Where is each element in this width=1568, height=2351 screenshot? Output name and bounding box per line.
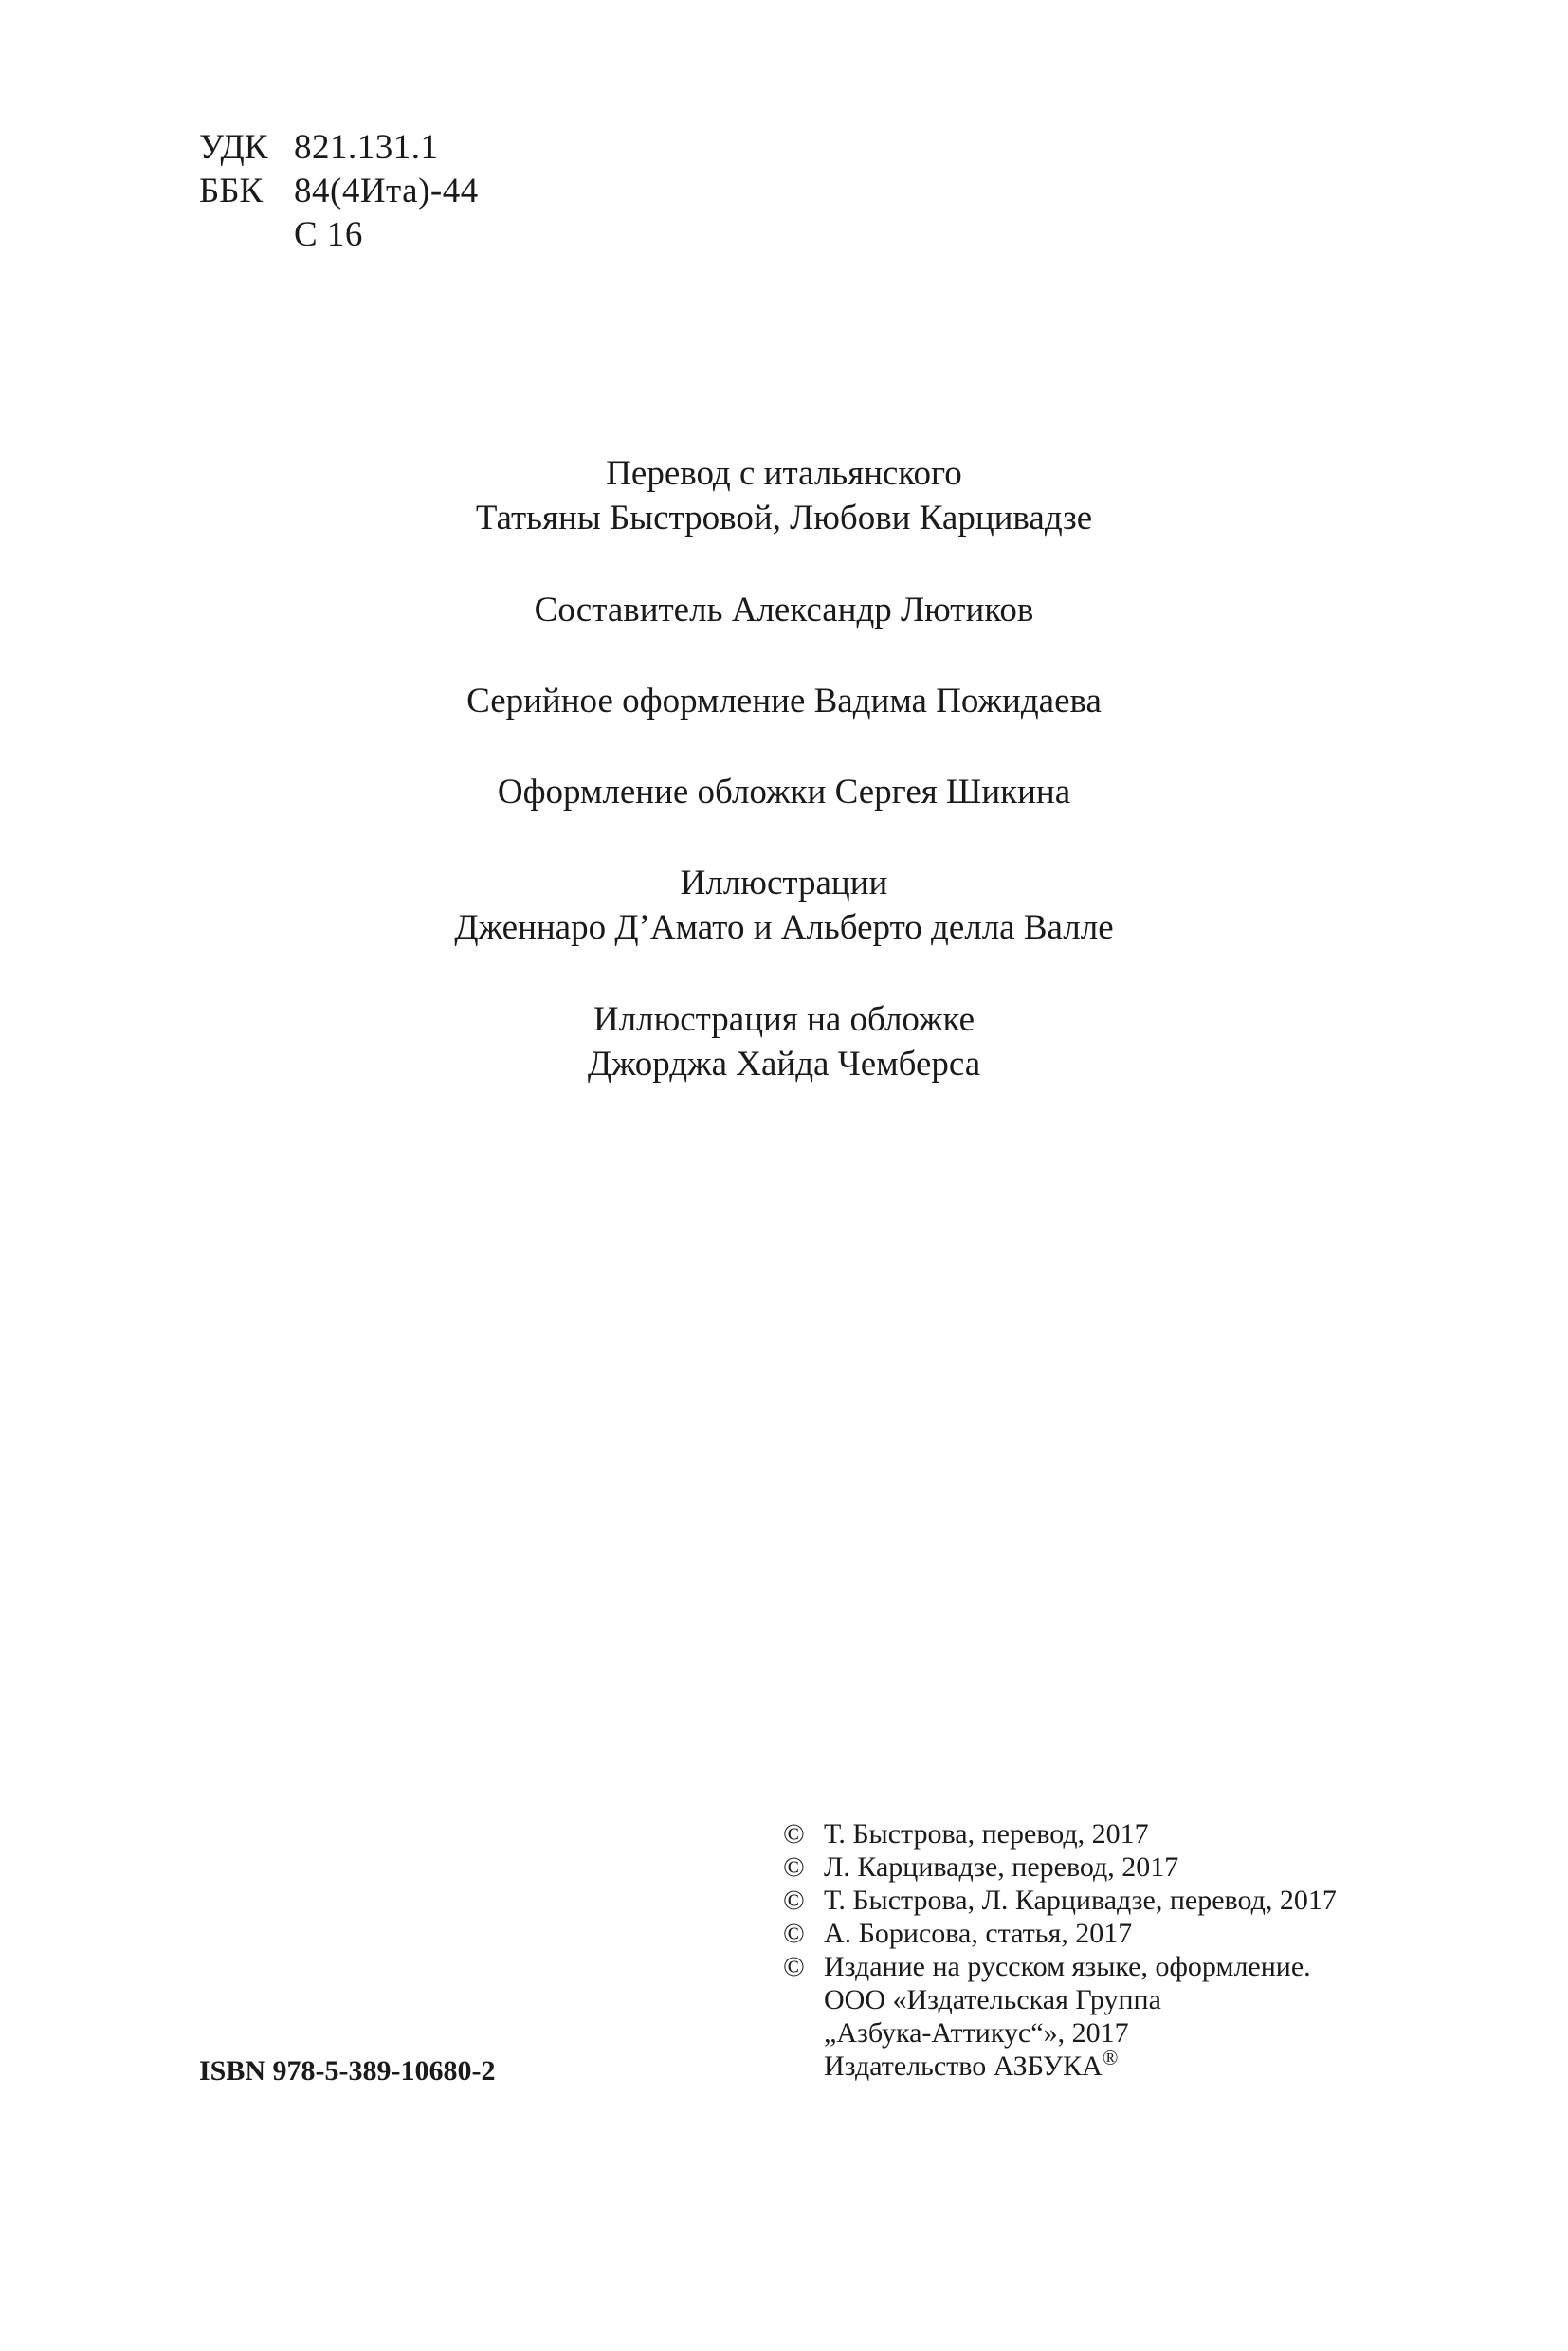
copyright-item <box>783 1917 1337 1950</box>
credit-cover-design <box>0 770 1568 814</box>
copyright-line: Т. Быстрова, Л. Карцивадзе, перевод, 2017 <box>824 1885 1337 1916</box>
credit-compiler <box>0 588 1568 632</box>
copyright-icon: © <box>783 1951 805 1982</box>
credit-line: Оформление обложки Сергея Шикина <box>497 773 1071 811</box>
copyright-line: Т. Быстрова, перевод, 2017 <box>824 1818 1149 1850</box>
credit-cover-illustration <box>0 997 1568 1086</box>
copyright-line: Л. Карцивадзе, перевод, 2017 <box>824 1851 1179 1883</box>
credit-series-design <box>0 679 1568 723</box>
bbk-row <box>199 170 479 213</box>
isbn: ISBN 978-5-389-10680-2 <box>199 2055 496 2087</box>
copyright-item <box>783 1950 1337 2083</box>
classification-block <box>199 126 479 257</box>
copyright-line: „Азбука-Аттикус“», 2017 <box>824 2017 1129 2049</box>
copyright-line: Издание на русском языке, оформление. <box>824 1951 1311 1982</box>
copyright-block <box>783 1817 1337 2083</box>
copyright-line-publisher <box>824 2046 1311 2083</box>
credits-block <box>0 451 1568 1128</box>
copyright-icon: © <box>783 1918 805 1949</box>
credit-line: Татьяны Быстровой, Любови Карцивадзе <box>475 499 1093 538</box>
credit-line: Иллюстрации <box>680 864 888 902</box>
registered-mark-icon: ® <box>1102 2046 1119 2069</box>
copyright-icon: © <box>783 1885 805 1916</box>
udk-value: 821.131.1 <box>294 128 439 167</box>
author-mark: С 16 <box>294 215 363 254</box>
credit-line: Перевод с итальянского <box>606 454 962 493</box>
copyright-item <box>783 1817 1337 1850</box>
copyright-icon: © <box>783 1818 805 1850</box>
credit-line: Составитель Александр Лютиков <box>534 591 1034 629</box>
credit-line: Иллюстрация на обложке <box>593 1000 975 1039</box>
copyright-line: ООО «Издательская Группа <box>824 1984 1161 2015</box>
udk-row <box>199 126 479 170</box>
copyright-item <box>783 1884 1337 1917</box>
udk-label: УДК <box>199 128 268 167</box>
credit-line: Серийное оформление Вадима Пожидаева <box>466 682 1102 720</box>
author-mark-row <box>199 213 479 257</box>
copyright-icon: © <box>783 1851 805 1883</box>
bbk-label: ББК <box>199 172 264 210</box>
copyright-item <box>783 1850 1337 1884</box>
credit-translation <box>0 451 1568 540</box>
credit-illustrations <box>0 861 1568 950</box>
credit-line: Джорджа Хайда Чемберса <box>587 1045 981 1084</box>
publisher-name: Издательство АЗБУКА <box>824 2050 1103 2082</box>
copyright-line: А. Борисова, статья, 2017 <box>824 1918 1133 1949</box>
bbk-value: 84(4Ита)-44 <box>294 172 479 210</box>
credit-line: Дженнаро Д’Амато и Альберто делла Валле <box>454 908 1114 947</box>
